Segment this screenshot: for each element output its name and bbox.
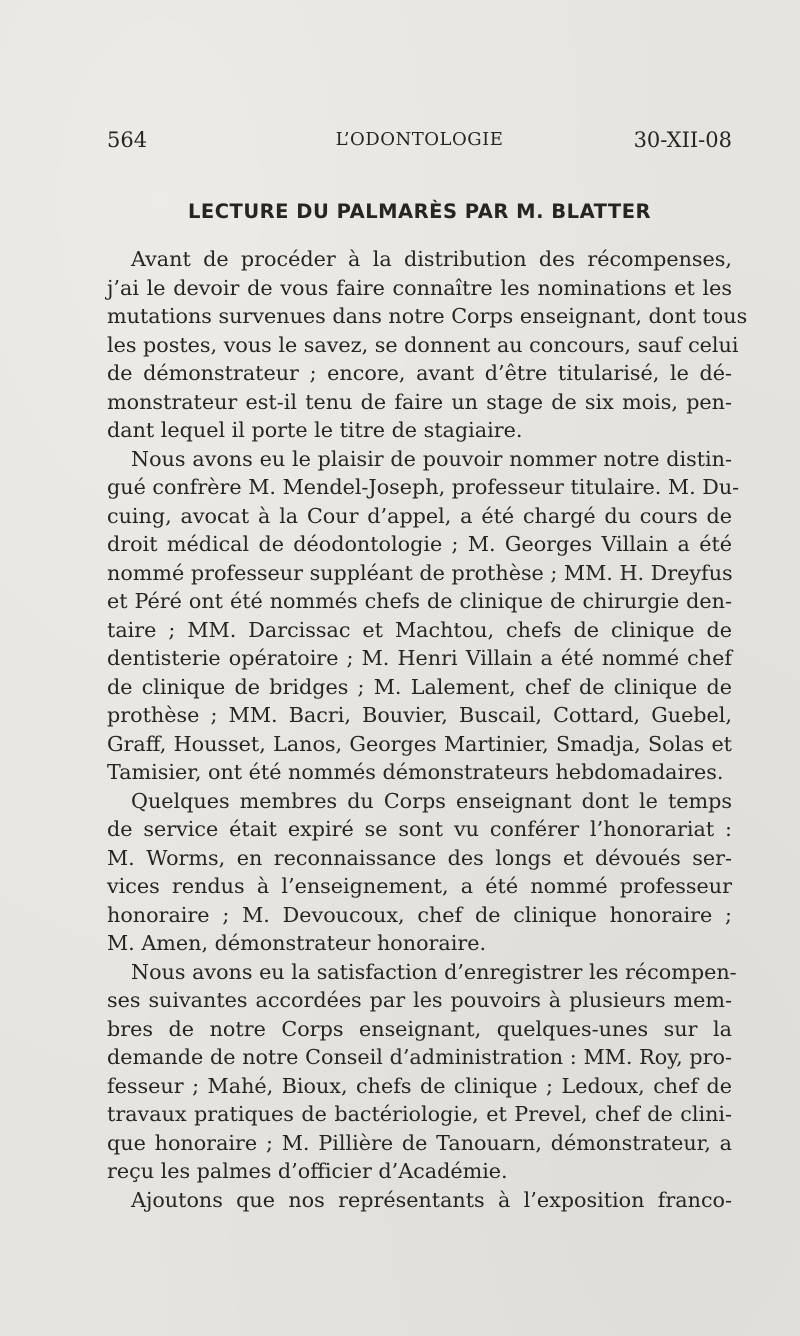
text-line: cuing, avocat à la Cour d’appel, a été chargé du cours de — [107, 503, 732, 528]
text-line: dant lequel il porte le titre de stagiaire. — [107, 418, 523, 442]
text-line: j’ai le devoir de vous faire connaître les nominations et les — [107, 275, 732, 300]
text-line: Graff, Housset, Lanos, Georges Martinier, Smadja, Solas et — [107, 731, 732, 756]
text-line: de démonstrateur ; encore, avant d’être titularisé, le dé- — [107, 361, 732, 385]
text-line: ses suivantes accordées par les pouvoirs à plusieurs mem- — [107, 988, 732, 1012]
text-line: mutations survenues dans notre Corps enseignant, dont tous — [107, 304, 748, 328]
text-line: gué confrère M. Mendel-Joseph, professeur titulaire. M. Du- — [107, 475, 740, 499]
text-line: dentisterie opératoire ; M. Henri Villain a été nommé chef — [107, 646, 732, 670]
text-line: prothèse ; MM. Bacri, Bouvier, Buscail, Cottard, Guebel, — [107, 703, 732, 727]
text-line: Nous avons eu la satisfaction d’enregistrer les récompen- — [131, 959, 737, 984]
body-text — [107, 245, 748, 1214]
text-line: taire ; MM. Darcissac et Machtou, chefs de clinique de — [107, 617, 732, 642]
journal-title: L’ODONTOLOGIE — [335, 129, 504, 150]
text-line: reçu les palmes d’officier d’Académie. — [107, 1159, 508, 1183]
text-line: Tamisier, ont été nommés démonstrateurs hebdomadaires. — [107, 760, 724, 784]
text-line: Quelques membres du Corps enseignant dont le temps — [131, 788, 732, 813]
text-line: Ajoutons que nos représentants à l’exposition franco- — [131, 1187, 732, 1212]
text-line: fesseur ; Mahé, Bioux, chefs de clinique ; Ledoux, chef de — [107, 1073, 732, 1098]
text-line: nommé professeur suppléant de prothèse ; MM. H. Dreyfus — [107, 560, 733, 585]
text-line: de clinique de bridges ; M. Lalement, chef de clinique de — [107, 674, 732, 699]
text-line: vices rendus à l’enseignement, a été nommé professeur — [107, 874, 732, 898]
running-header — [107, 128, 732, 158]
text-line: monstrateur est-il tenu de faire un stage de six mois, pen- — [107, 389, 732, 414]
text-line: honoraire ; M. Devoucoux, chef de clinique honoraire ; — [107, 902, 732, 927]
text-line: les postes, vous le savez, se donnent au concours, sauf celui — [107, 332, 739, 357]
text-line: travaux pratiques de bactériologie, et Prevel, chef de clini- — [107, 1102, 732, 1126]
section-title: LECTURE DU PALMARÈS PAR M. BLATTER — [187, 200, 652, 223]
text-line: Avant de procéder à la distribution des récompenses, — [131, 247, 732, 271]
text-line: droit médical de déodontologie ; M. Georges Villain a été — [107, 532, 732, 556]
text-line: M. Worms, en reconnaissance des longs et dévoués ser- — [107, 845, 732, 870]
text-line: demande de notre Conseil d’administration : MM. Roy, pro- — [107, 1045, 732, 1069]
issue-date: 30-XII-08 — [633, 128, 732, 152]
text-line: que honoraire ; M. Pillière de Tanouarn, démonstrateur, a — [107, 1130, 732, 1155]
text-line: M. Amen, démonstrateur honoraire. — [107, 931, 487, 955]
text-line: et Péré ont été nommés chefs de clinique de chirurgie den- — [107, 589, 732, 613]
text-line: de service était expiré se sont vu conférer l’honorariat : — [107, 817, 732, 841]
page-number: 564 — [107, 128, 148, 152]
text-line: Nous avons eu le plaisir de pouvoir nommer notre distin- — [131, 446, 732, 471]
text-line: bres de notre Corps enseignant, quelques-unes sur la — [107, 1016, 732, 1041]
